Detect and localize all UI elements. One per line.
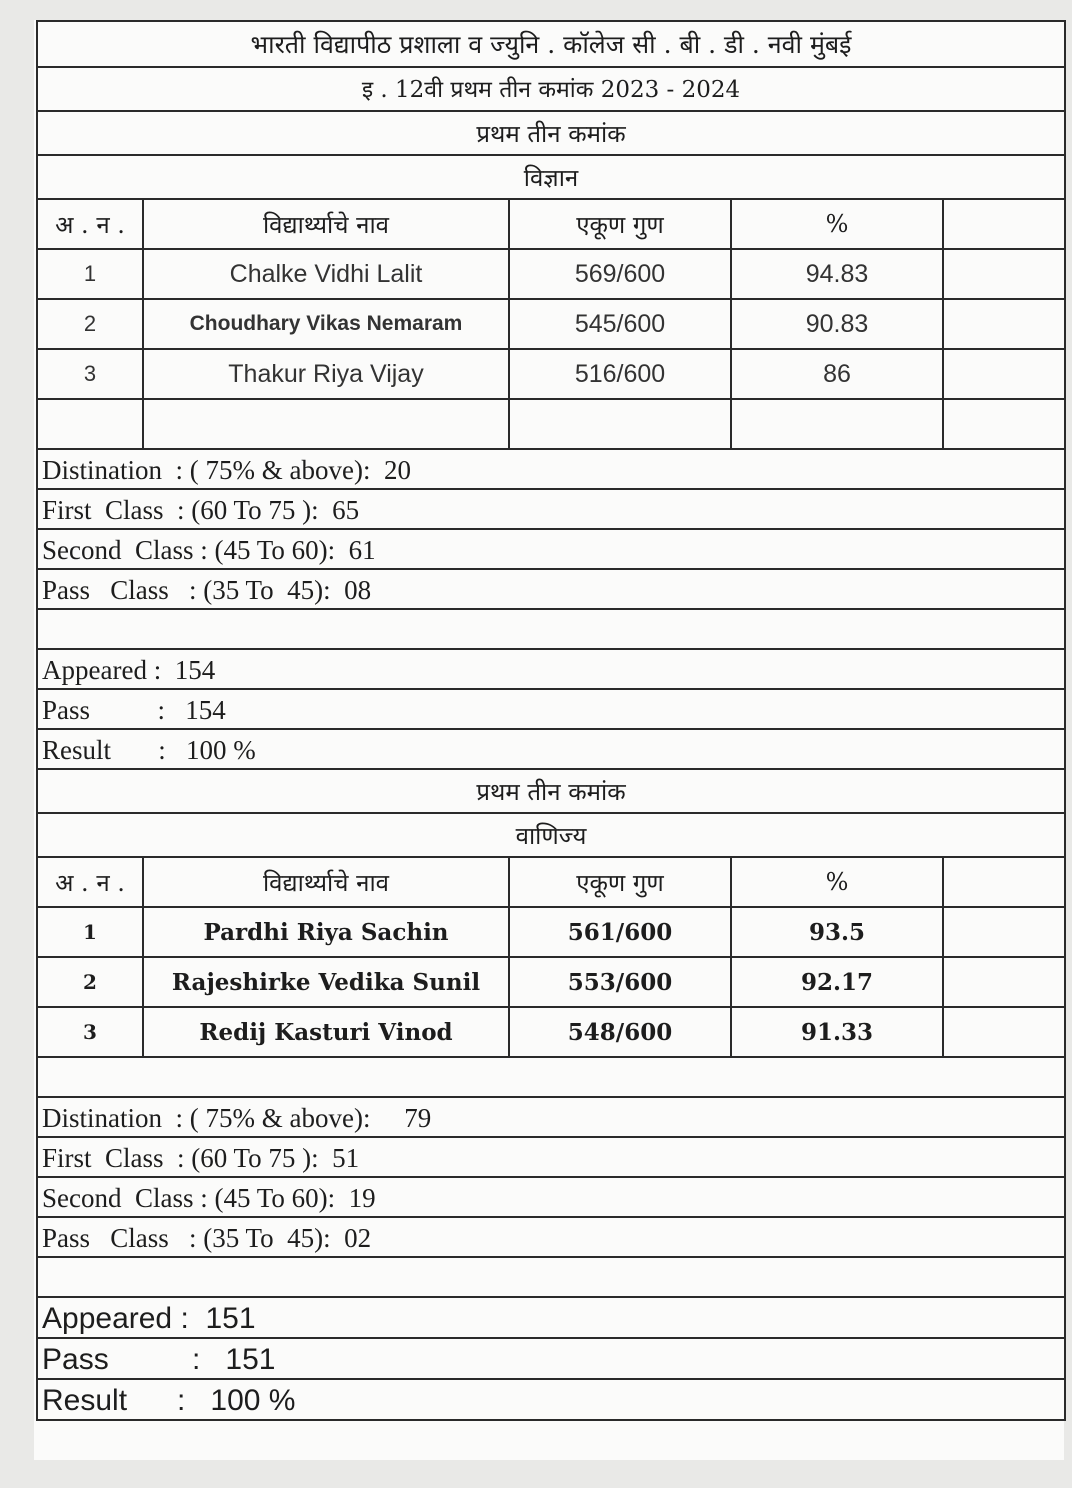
science-pass-class: Pass Class : (35 To 45): 08 [38, 570, 1064, 610]
row-percent: 92.17 [732, 958, 944, 1006]
row-serial: 1 [38, 250, 144, 298]
commerce-caption: प्रथम तीन कमांक [38, 770, 1064, 814]
row-marks: 569/600 [510, 250, 732, 298]
science-second-class: Second Class : (45 To 60): 61 [38, 530, 1064, 570]
row-name: Choudhary Vikas Nemaram [144, 300, 510, 348]
commerce-table-header [38, 858, 1064, 908]
table-row [38, 250, 1064, 300]
science-result: Result : 100 % [38, 730, 1064, 770]
row-name: Thakur Riya Vijay [144, 350, 510, 398]
table-row [38, 300, 1064, 350]
col-percent: % [732, 858, 944, 906]
col-marks: एकूण गुण [510, 200, 732, 248]
commerce-pass: Pass : 151 [38, 1339, 1064, 1380]
commerce-pass-class: Pass Class : (35 To 45): 02 [38, 1218, 1064, 1258]
school-name: भारती विद्यापीठ प्रशाला व ज्युनि . कॉलेज सी . बी . डी . नवी मुंबई [38, 22, 1064, 68]
table-row [38, 958, 1064, 1008]
exam-title: इ . 12वी प्रथम तीन कमांक 2023 - 2024 [38, 68, 1064, 112]
row-percent: 94.83 [732, 250, 944, 298]
row-marks: 545/600 [510, 300, 732, 348]
row-empty [944, 300, 1064, 348]
row-marks: 553/600 [510, 958, 732, 1006]
row-percent: 91.33 [732, 1008, 944, 1056]
empty-cell [144, 400, 510, 448]
science-pass: Pass : 154 [38, 690, 1064, 730]
col-name: विद्यार्थ्याचे नाव [144, 200, 510, 248]
row-marks: 516/600 [510, 350, 732, 398]
document-page [34, 20, 1064, 1460]
commerce-result: Result : 100 % [38, 1380, 1064, 1421]
empty-cell [510, 400, 732, 448]
col-serial: अ . न . [38, 858, 144, 906]
empty-cell [944, 400, 1064, 448]
row-name: Chalke Vidhi Lalit [144, 250, 510, 298]
row-serial: 3 [38, 350, 144, 398]
commerce-second-class: Second Class : (45 To 60): 19 [38, 1178, 1064, 1218]
row-serial: 2 [38, 958, 144, 1006]
empty-cell [732, 400, 944, 448]
table-row [38, 350, 1064, 400]
row-marks: 561/600 [510, 908, 732, 956]
row-empty [944, 958, 1064, 1006]
col-serial: अ . न . [38, 200, 144, 248]
results-sheet [36, 20, 1066, 1421]
table-row [38, 908, 1064, 958]
row-name: Pardhi Riya Sachin [144, 908, 510, 956]
row-name: Rajeshirke Vedika Sunil [144, 958, 510, 1006]
spacer-row [38, 1058, 1064, 1098]
row-empty [944, 908, 1064, 956]
col-empty [944, 200, 1064, 248]
row-percent: 86 [732, 350, 944, 398]
col-marks: एकूण गुण [510, 858, 732, 906]
science-caption: प्रथम तीन कमांक [38, 112, 1064, 156]
row-serial: 2 [38, 300, 144, 348]
science-stream-title: विज्ञान [38, 156, 1064, 200]
science-appeared: Appeared : 154 [38, 650, 1064, 690]
col-empty [944, 858, 1064, 906]
row-empty [944, 350, 1064, 398]
row-empty [944, 1008, 1064, 1056]
spacer-row [38, 1258, 1064, 1298]
row-marks: 548/600 [510, 1008, 732, 1056]
commerce-first-class: First Class : (60 To 75 ): 51 [38, 1138, 1064, 1178]
row-serial: 3 [38, 1008, 144, 1056]
science-first-class: First Class : (60 To 75 ): 65 [38, 490, 1064, 530]
col-percent: % [732, 200, 944, 248]
commerce-appeared: Appeared : 151 [38, 1298, 1064, 1339]
empty-cell [38, 400, 144, 448]
row-empty [944, 250, 1064, 298]
row-percent: 90.83 [732, 300, 944, 348]
table-row-empty [38, 400, 1064, 450]
row-percent: 93.5 [732, 908, 944, 956]
science-distinction: Distination : ( 75% & above): 20 [38, 450, 1064, 490]
commerce-distinction: Distination : ( 75% & above): 79 [38, 1098, 1064, 1138]
table-row [38, 1008, 1064, 1058]
spacer-row [38, 610, 1064, 650]
col-name: विद्यार्थ्याचे नाव [144, 858, 510, 906]
row-serial: 1 [38, 908, 144, 956]
science-table-header [38, 200, 1064, 250]
row-name: Redij Kasturi Vinod [144, 1008, 510, 1056]
commerce-stream-title: वाणिज्य [38, 814, 1064, 858]
